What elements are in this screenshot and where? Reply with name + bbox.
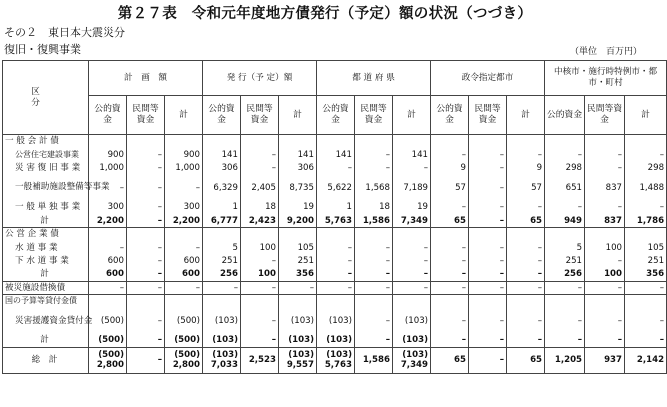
value-cell: 5,622 [317,175,355,201]
value-cell: – [545,148,585,161]
value-cell [203,227,241,240]
value-cell: 1,205 [545,347,585,373]
row-label: 計 [3,268,89,281]
value-cell: 19 [279,201,317,214]
header-group-municipalities: 中核市・施行時特例市・都市・町村 [545,61,667,96]
row-label: 一 般 会 計 債 [3,135,89,148]
value-cell: 600 [165,268,203,281]
value-cell: 356 [625,268,667,281]
subtotal-row [3,334,667,347]
value-cell: 2,142 [625,347,667,373]
value-cell: – [431,148,469,161]
value-cell: (500) [89,308,127,334]
value-line: (103) [402,349,429,360]
value-cell: 57 [507,175,545,201]
value-cell: – [127,334,165,347]
value-cell [431,227,469,240]
value-cell: – [507,268,545,281]
value-cell: – [127,281,165,294]
value-cell [355,227,393,240]
value-cell: 2,200 [165,214,203,227]
table-row [3,254,667,267]
value-cell: 1,786 [625,214,667,227]
row-label: 被災施設借換債 [3,281,89,294]
value-cell: 1,586 [355,214,393,227]
value-cell: – [469,201,507,214]
value-cell [507,135,545,148]
value-cell: 9 [507,161,545,174]
value-cell: – [127,241,165,254]
value-cell: – [241,148,279,161]
subtotal-row [3,214,667,227]
value-cell: – [241,334,279,347]
subheader-private-funds: 民間等資金 [585,96,625,135]
value-line: 9,557 [286,360,314,371]
value-cell [469,294,507,307]
value-cell: – [355,268,393,281]
subheader-total: 計 [165,96,203,135]
value-cell: – [203,281,241,294]
value-cell: 937 [585,347,625,373]
value-cell [203,294,241,307]
value-cell: (500) [165,308,203,334]
value-cell: – [469,241,507,254]
subheader-public-funds: 公的資金 [545,96,585,135]
row-label: 一 般 単 独 事 業 [3,201,89,214]
bond-issuance-table [2,60,667,374]
value-cell: 100 [585,268,625,281]
row-label: 災害援護資金貸付金 [3,308,89,334]
value-cell: – [507,334,545,347]
value-cell: 141 [393,148,431,161]
value-cell: 356 [279,268,317,281]
value-cell: – [431,281,469,294]
value-cell: 251 [545,254,585,267]
value-cell [585,294,625,307]
value-cell: – [585,148,625,161]
value-cell [469,227,507,240]
value-cell: – [355,281,393,294]
value-cell [165,294,203,307]
value-cell: 65 [431,347,469,373]
value-cell: – [545,334,585,347]
value-cell: 1,568 [355,175,393,201]
value-cell [507,227,545,240]
value-cell: 7,349 [393,214,431,227]
subheader-public-funds: 公的資金 [203,96,241,135]
value-cell: – [127,175,165,201]
value-cell [279,347,317,373]
value-cell [545,135,585,148]
header-group-designated-city: 政令指定都市 [431,61,545,96]
value-cell: – [545,281,585,294]
value-cell: 18 [241,201,279,214]
value-cell: 100 [241,268,279,281]
value-cell: 57 [431,175,469,201]
value-cell: 2,200 [89,214,127,227]
value-cell [203,347,241,373]
value-cell: – [625,281,667,294]
value-cell: – [317,254,355,267]
value-cell: – [165,241,203,254]
header-group-issued: 発 行（予 定）額 [203,61,317,96]
table-row [3,308,667,334]
value-cell: 9 [431,161,469,174]
table-row [3,161,667,174]
table-row [3,148,667,161]
value-cell [317,347,355,373]
table-row [3,281,667,294]
value-cell [507,294,545,307]
value-cell [241,135,279,148]
value-cell: – [165,175,203,201]
value-cell: – [317,161,355,174]
value-cell [585,227,625,240]
value-cell [279,227,317,240]
value-cell: 1 [317,201,355,214]
value-cell: 105 [625,241,667,254]
value-cell: (103) [317,308,355,334]
value-cell [355,294,393,307]
value-cell [393,135,431,148]
value-cell: 1,000 [89,161,127,174]
value-cell: – [625,148,667,161]
value-cell: 65 [507,214,545,227]
value-cell: – [241,281,279,294]
value-cell: – [127,161,165,174]
value-cell [545,227,585,240]
subheader-total: 計 [507,96,545,135]
value-cell: – [317,241,355,254]
value-cell: – [393,281,431,294]
table-row [3,201,667,214]
value-cell: – [89,241,127,254]
value-cell [317,294,355,307]
value-cell: – [355,161,393,174]
value-cell: (500) [165,334,203,347]
value-cell: – [317,281,355,294]
value-cell: 1,000 [165,161,203,174]
value-cell: 300 [89,201,127,214]
value-cell: – [507,241,545,254]
row-label: 国の予算等貸付金債 [3,294,89,307]
value-cell [545,294,585,307]
value-cell: 651 [545,175,585,201]
row-label: 計 [3,334,89,347]
value-cell: – [507,201,545,214]
value-cell: – [241,254,279,267]
value-cell: 6,777 [203,214,241,227]
value-cell: – [127,214,165,227]
value-cell: – [355,334,393,347]
value-cell [127,294,165,307]
value-cell: 5 [545,241,585,254]
value-cell: 949 [545,214,585,227]
value-cell: (103) [393,308,431,334]
value-cell: – [585,308,625,334]
value-cell: 6,329 [203,175,241,201]
value-cell: 65 [507,347,545,373]
value-cell: 100 [585,241,625,254]
value-cell: – [585,161,625,174]
value-cell: 837 [585,214,625,227]
value-cell [241,227,279,240]
value-cell: 306 [279,161,317,174]
unit-label: （単位 百万円） [569,47,642,57]
value-cell [469,135,507,148]
value-cell: 1 [203,201,241,214]
row-label: 水 道 事 業 [3,241,89,254]
value-cell: 298 [545,161,585,174]
value-cell [431,294,469,307]
value-cell: – [469,281,507,294]
row-label: 計 [3,214,89,227]
value-cell [317,135,355,148]
subheader-private-funds: 民間等資金 [241,96,279,135]
value-cell: 2,423 [241,214,279,227]
value-cell: 19 [393,201,431,214]
value-cell: 600 [165,254,203,267]
value-cell: – [469,308,507,334]
value-cell: (500) [89,334,127,347]
value-cell [89,135,127,148]
subheader-private-funds: 民間等資金 [469,96,507,135]
value-cell: – [585,201,625,214]
page-title: 第２７表 令和元年度地方債発行（予定）額の状況（つづき） [117,6,533,22]
value-line: 5,763 [324,360,352,371]
value-cell: – [625,201,667,214]
value-cell: – [625,334,667,347]
value-cell [393,294,431,307]
value-cell: 7,189 [393,175,431,201]
value-cell: – [585,254,625,267]
subheader-private-funds: 民間等資金 [127,96,165,135]
value-cell [165,135,203,148]
value-cell: – [355,308,393,334]
value-cell: – [127,254,165,267]
value-cell: – [469,268,507,281]
value-cell: – [507,308,545,334]
value-line: (103) [212,349,238,360]
value-cell [127,227,165,240]
value-line: 2,800 [172,360,200,371]
value-cell [625,227,667,240]
row-label: 総 計 [3,347,89,373]
value-cell: – [507,254,545,267]
value-cell [431,135,469,148]
value-cell: (103) [317,334,355,347]
value-cell: – [165,281,203,294]
value-cell: – [507,281,545,294]
value-cell: – [469,148,507,161]
value-cell [279,294,317,307]
value-cell: 600 [89,254,127,267]
subheader-public-funds: 公的資金 [89,96,127,135]
value-cell [165,227,203,240]
value-cell [585,135,625,148]
value-cell: (103) [203,308,241,334]
value-cell: – [393,161,431,174]
value-cell: – [317,268,355,281]
value-cell [393,347,431,373]
value-cell: 8,735 [279,175,317,201]
value-cell: (103) [393,334,431,347]
subheader-total: 計 [625,96,667,135]
value-cell: – [469,161,507,174]
value-cell: – [393,241,431,254]
value-cell: 900 [165,148,203,161]
value-cell: – [469,214,507,227]
row-label: 公営住宅建設事業 [3,148,89,161]
value-cell: – [431,308,469,334]
value-cell [127,135,165,148]
value-cell: – [431,254,469,267]
table-row [3,175,667,201]
value-line: 7,349 [400,360,429,371]
subtotal-row [3,347,667,373]
value-cell: – [507,148,545,161]
value-cell: – [127,268,165,281]
category-subtitle: 復旧・復興事業 [4,43,81,56]
value-line: (500) [174,349,200,360]
row-label: 公 営 企 業 債 [3,227,89,240]
row-label: 災 害 復 旧 事 業 [3,161,89,174]
value-cell: – [469,334,507,347]
value-cell: 306 [203,161,241,174]
value-cell: 9,200 [279,214,317,227]
value-cell: 256 [203,268,241,281]
header-item: 区 分 [3,61,89,135]
section-subtitle: その２ 東日本大震災分 [4,26,125,39]
row-label: 一般補助施設整備等事業 [3,175,89,201]
value-line: (103) [288,349,314,360]
value-cell: – [431,201,469,214]
value-cell: – [469,254,507,267]
value-cell: – [89,281,127,294]
value-cell: – [625,308,667,334]
value-cell [393,227,431,240]
subheader-total: 計 [279,96,317,135]
value-cell: – [393,254,431,267]
value-cell: 1,586 [355,347,393,373]
value-cell: 837 [585,175,625,201]
value-cell: – [469,175,507,201]
header-group-plan: 計 画 額 [89,61,203,96]
value-cell: – [585,281,625,294]
table-row [3,241,667,254]
subheader-public-funds: 公的資金 [317,96,355,135]
value-cell: 105 [279,241,317,254]
value-cell: (103) [279,334,317,347]
value-cell [625,294,667,307]
value-cell: (103) [203,334,241,347]
value-cell: – [585,334,625,347]
value-cell [89,347,127,373]
value-cell: – [127,148,165,161]
value-cell: 141 [279,148,317,161]
value-cell [355,135,393,148]
value-cell [165,347,203,373]
value-cell [203,135,241,148]
value-cell: – [127,308,165,334]
value-cell: – [241,308,279,334]
value-cell: 256 [545,268,585,281]
value-cell: 141 [203,148,241,161]
value-cell: – [393,268,431,281]
value-cell: 251 [203,254,241,267]
value-line: 7,033 [210,360,238,371]
value-cell: 5,763 [317,214,355,227]
value-cell: – [89,175,127,201]
value-cell [317,227,355,240]
subtotal-row [3,268,667,281]
value-cell: 298 [625,161,667,174]
value-line: 2,800 [96,360,124,371]
value-cell: – [431,334,469,347]
value-cell: (103) [279,308,317,334]
subheader-public-funds: 公的資金 [431,96,469,135]
value-cell: – [279,281,317,294]
value-line: (500) [98,349,124,360]
value-cell: – [241,161,279,174]
value-cell: – [355,241,393,254]
value-line: (103) [326,349,352,360]
value-cell: 251 [625,254,667,267]
value-cell: – [355,148,393,161]
subheader-private-funds: 民間等資金 [355,96,393,135]
value-cell: 2,523 [241,347,279,373]
value-cell: – [355,254,393,267]
value-cell: – [545,308,585,334]
value-cell: – [431,268,469,281]
value-cell: 5 [203,241,241,254]
table-row [3,294,667,307]
value-cell: 600 [89,268,127,281]
value-cell: – [127,347,165,373]
value-cell [241,294,279,307]
row-label: 下 水 道 事 業 [3,254,89,267]
header-group-prefecture: 都 道 府 県 [317,61,431,96]
subheader-total: 計 [393,96,431,135]
value-cell: 2,405 [241,175,279,201]
value-cell: 141 [317,148,355,161]
value-cell: – [431,241,469,254]
value-cell [89,227,127,240]
value-cell [279,135,317,148]
value-cell: – [545,201,585,214]
value-cell: 100 [241,241,279,254]
value-cell: 900 [89,148,127,161]
value-cell [625,135,667,148]
value-cell [89,294,127,307]
value-cell: 1,488 [625,175,667,201]
value-cell: 65 [431,214,469,227]
table-row [3,227,667,240]
table-row [3,135,667,148]
value-cell: 300 [165,201,203,214]
value-cell: – [469,347,507,373]
value-cell: – [127,201,165,214]
value-cell: 251 [279,254,317,267]
value-cell: 18 [355,201,393,214]
